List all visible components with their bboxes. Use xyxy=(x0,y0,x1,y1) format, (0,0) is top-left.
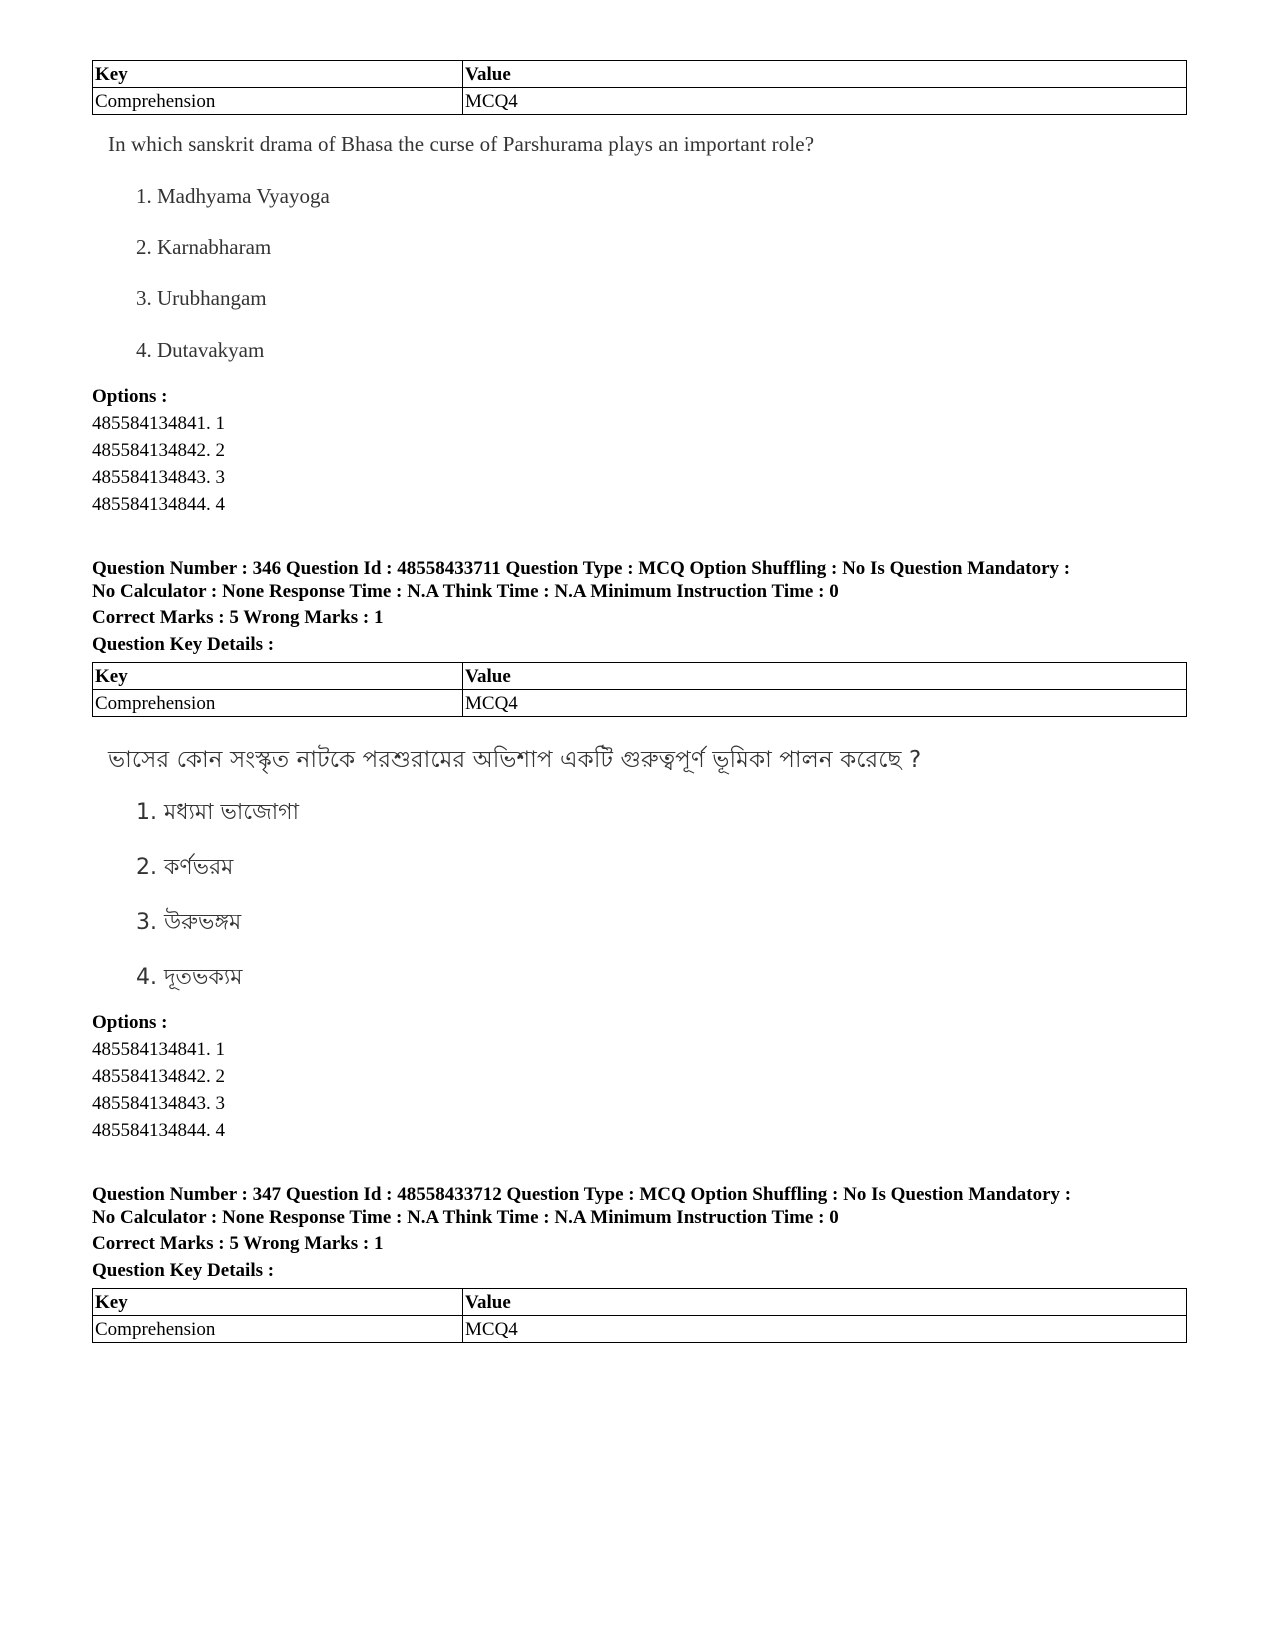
marks-line: Correct Marks : 5 Wrong Marks : 1 xyxy=(92,607,384,628)
key-details-table xyxy=(92,60,1187,115)
table-header-value: Value xyxy=(463,61,1187,88)
table-cell-key: Comprehension xyxy=(93,88,463,115)
option-row: 485584134844. 4 xyxy=(92,1120,225,1141)
question-text: ভাসের কোন সংস্কৃত নাটকে পরশুরামের অভিশাপ একটি গুরুত্বপূর্ণ ভূমিকা পালন করেছে ? xyxy=(108,747,922,773)
table-row xyxy=(93,88,1187,115)
question-meta xyxy=(92,1183,1187,1229)
choice-item: 4. দূতভক্যম xyxy=(136,965,243,990)
table-row xyxy=(93,690,1187,717)
choice-item: 2. Karnabharam xyxy=(136,235,272,259)
choice-item: 3. উরুভঙ্গম xyxy=(136,910,242,935)
options-label: Options : xyxy=(92,386,168,407)
choice-item: 1. Madhyama Vyayoga xyxy=(136,184,330,208)
table-cell-key: Comprehension xyxy=(93,690,463,717)
table-header-value: Value xyxy=(463,1289,1187,1316)
table-header-key: Key xyxy=(93,1289,463,1316)
option-row: 485584134843. 3 xyxy=(92,467,225,488)
question-text: In which sanskrit drama of Bhasa the curse of Parshurama plays an important role? xyxy=(108,132,815,156)
question-meta xyxy=(92,557,1187,603)
table-cell-value: MCQ4 xyxy=(463,1316,1187,1343)
question-meta-line: Question Number : 347 Question Id : 48558433712 Question Type : MCQ Option Shuffling : No Is Question Mandatory : xyxy=(92,1184,1072,1205)
option-row: 485584134844. 4 xyxy=(92,494,225,515)
option-row: 485584134841. 1 xyxy=(92,413,225,434)
question-meta-line: No Calculator : None Response Time : N.A Think Time : N.A Minimum Instruction Time : 0 xyxy=(92,581,839,602)
option-row: 485584134842. 2 xyxy=(92,440,225,461)
question-meta-line: No Calculator : None Response Time : N.A Think Time : N.A Minimum Instruction Time : 0 xyxy=(92,1207,839,1228)
choice-item: 4. Dutavakyam xyxy=(136,338,265,362)
option-row: 485584134842. 2 xyxy=(92,1066,225,1087)
choice-item: 2. কর্ণভরম xyxy=(136,855,234,880)
table-row xyxy=(93,1316,1187,1343)
table-cell-key: Comprehension xyxy=(93,1316,463,1343)
options-label: Options : xyxy=(92,1012,168,1033)
choice-item: 1. মধ্যমা ভাজোগা xyxy=(136,800,299,825)
marks-line: Correct Marks : 5 Wrong Marks : 1 xyxy=(92,1233,384,1254)
table-cell-value: MCQ4 xyxy=(463,88,1187,115)
key-details-label: Question Key Details : xyxy=(92,634,275,655)
option-row: 485584134843. 3 xyxy=(92,1093,225,1114)
question-meta-line: Question Number : 346 Question Id : 48558433711 Question Type : MCQ Option Shuffling : No Is Question Mandatory : xyxy=(92,558,1071,579)
option-row: 485584134841. 1 xyxy=(92,1039,225,1060)
table-header-value: Value xyxy=(463,663,1187,690)
table-cell-value: MCQ4 xyxy=(463,690,1187,717)
key-details-label: Question Key Details : xyxy=(92,1260,275,1281)
table-header-row xyxy=(93,663,1187,690)
table-header-key: Key xyxy=(93,61,463,88)
table-header-key: Key xyxy=(93,663,463,690)
key-details-table xyxy=(92,662,1187,717)
choice-item: 3. Urubhangam xyxy=(136,286,267,310)
table-header-row xyxy=(93,1289,1187,1316)
table-header-row xyxy=(93,61,1187,88)
key-details-table xyxy=(92,1288,1187,1343)
